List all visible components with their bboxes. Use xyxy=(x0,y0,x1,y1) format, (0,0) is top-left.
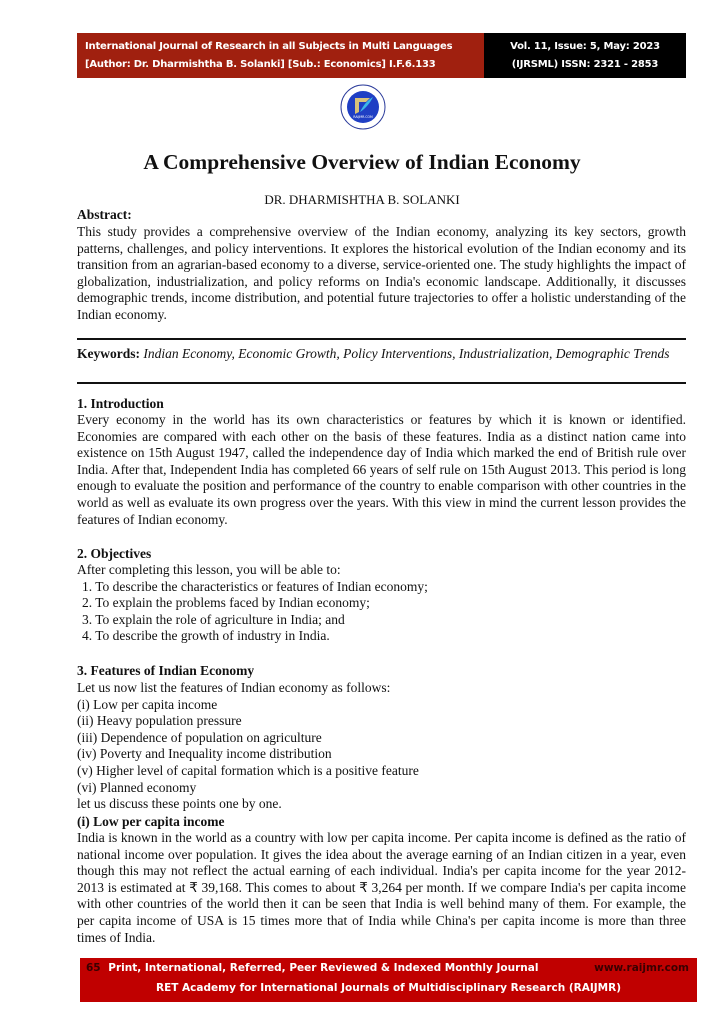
footer-url-link[interactable]: www.raijmr.com xyxy=(594,962,689,974)
page-number: 65 xyxy=(86,962,101,974)
divider-bottom xyxy=(77,382,686,384)
header-left-panel xyxy=(77,33,484,78)
journal-footer xyxy=(80,958,697,1002)
features-list xyxy=(77,680,419,813)
feature-item: (vi) Planned economy xyxy=(77,779,197,795)
features-heading: 3. Features of Indian Economy xyxy=(77,663,255,678)
objective-item: 4. To describe the growth of industry in India. xyxy=(82,628,330,644)
abstract-label: Abstract: xyxy=(77,207,132,222)
objectives-lead: After completing this lesson, you will be able to: xyxy=(77,562,341,577)
article-title: A Comprehensive Overview of Indian Economy xyxy=(143,150,581,174)
objective-item: 1. To describe the characteristics or features of Indian economy; xyxy=(82,578,428,594)
issn: (IJRSML) ISSN: 2321 - 2853 xyxy=(511,59,659,70)
footer-row-1 xyxy=(86,962,689,974)
features-lead: Let us now list the features of Indian economy as follows: xyxy=(77,680,391,695)
keywords-label: Keywords: xyxy=(77,346,140,361)
volume-issue: Vol. 11, Issue: 5, May: 2023 xyxy=(510,41,660,52)
abstract-text: This study provides a comprehensive overview of the Indian economy, analyzing its key sectors, growth patterns, challenges, and policy interventions. It explores the historical evolution of the Indian economy and its transition from an agrarian-based economy to a diverse, service-oriented one. The study highlights the impact of globalization, industrialization, and policy reforms on India's economic landscape. Additionally, it discusses demographic trends, income distribution, and potential future trajectories to offer a holistic understanding of the Indian economy. xyxy=(77,224,686,322)
feature-item: (iii) Dependence of population on agriculture xyxy=(77,729,322,745)
features-closing: let us discuss these points one by one. xyxy=(77,796,282,812)
feature-item: (ii) Heavy population pressure xyxy=(77,713,242,729)
keywords-text: Indian Economy, Economic Growth, Policy Interventions, Industrialization, Demographic Trends xyxy=(143,346,670,361)
feature-item: (v) Higher level of capital formation which is a positive feature xyxy=(77,762,419,778)
footer-publisher: RET Academy for International Journals of Multidisciplinary Research (RAIJMR) xyxy=(155,982,622,994)
objectives-list xyxy=(77,562,428,645)
objectives-heading: 2. Objectives xyxy=(77,546,152,561)
raijmr-seal-logo-icon xyxy=(340,84,386,130)
objective-item: 3. To explain the role of agriculture in India; and xyxy=(82,611,345,627)
author-subject-line: [Author: Dr. Dharmishtha B. Solanki] [Sub.: Economics] I.F.6.133 xyxy=(85,59,436,70)
objective-item: 2. To explain the problems faced by Indian economy; xyxy=(82,595,370,611)
low-income-text: India is known in the world as a country with low per capita income. Per capita income is defined as the ratio of national income over population. It gives the idea about the average earning of an Indian citizen in a year, even though this may not reflect the actual earning of each individual. India's per capita income for the year 2012-2013 is estimated at ₹ 39,168. This comes to about ₹ 3,264 per month. If we compare India's per capita income with other countries of the world then it can be seen that India is well behind many of them. For example, the per capita income of USA is 15 times more that of India while China's per capita income is more than three times of India. xyxy=(77,830,686,945)
journal-header xyxy=(77,33,686,78)
feature-item: (iv) Poverty and Inequality income distribution xyxy=(77,746,332,762)
journal-name: International Journal of Research in all Subjects in Multi Languages xyxy=(85,41,453,52)
footer-journal-type: Print, International, Referred, Peer Reviewed & Indexed Monthly Journal xyxy=(108,962,539,974)
header-right-panel xyxy=(484,33,686,78)
introduction-text: Every economy in the world has its own characteristics or features by which it is known or identified. Economies are compared with each other on the basis of these features. India as a distinct nation came into existence on 15th August 1947, called the independence day of India which marked the end of British rule over India. After that, Independent India has completed 66 years of self rule on 15th August 2013. This period is long enough to evaluate the position and performance of the country to enable comparison with other countries in the world as well as evaluate its own progress over the years. With this view in mind the current lesson provides the features of Indian economy. xyxy=(77,412,686,527)
introduction-heading: 1. Introduction xyxy=(77,396,164,411)
keywords xyxy=(77,346,686,363)
low-income-heading: (i) Low per capita income xyxy=(77,814,225,829)
logo-text: RAIJMR.COM xyxy=(353,115,373,119)
feature-item: (i) Low per capita income xyxy=(77,696,218,712)
divider-top xyxy=(77,338,686,340)
article-author: DR. DHARMISHTHA B. SOLANKI xyxy=(264,192,460,207)
